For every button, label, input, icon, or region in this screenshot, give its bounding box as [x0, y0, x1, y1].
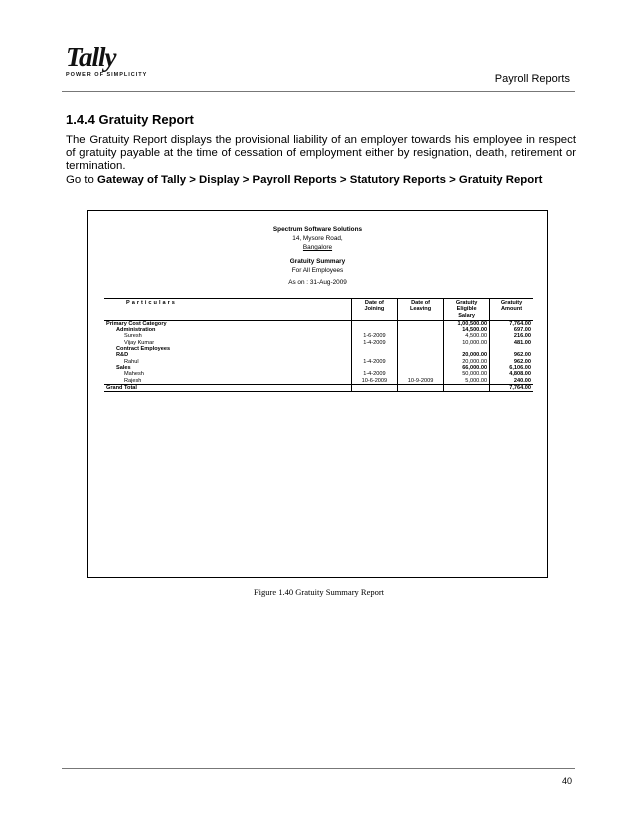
tally-logo: Tally [66, 42, 116, 72]
table-row: Contract Employees [104, 346, 533, 352]
header-divider [62, 91, 575, 92]
column-date-leaving: Date of Leaving [397, 299, 443, 321]
table-row: Suresh 1-6-2009 4,500.00 216.00 [124, 333, 531, 340]
table-row: Administration 14,500.00 697.00 [116, 327, 531, 334]
table-row: Rahul 1-4-2009 20,000.00 962.00 [124, 358, 531, 365]
navigation-instruction [66, 174, 586, 186]
column-particulars: Particulars [104, 299, 351, 321]
column-gratuity-amount: Gratuity Amount [490, 299, 533, 321]
section-paragraph: The Gratuity Report displays the provisional liability of an employer towards his employee in respect of gratuity payable at the time of cessation of employment either by resignation, death, retirement or termination. [66, 134, 576, 172]
column-eligible-salary: Gratuity Eligible Salary [444, 299, 490, 321]
column-date-joining: Date of Joining [351, 299, 397, 321]
report-subtitle: For All Employees [291, 267, 344, 274]
gratuity-summary-table [104, 298, 533, 392]
company-name: Spectrum Software Solutions [272, 226, 363, 233]
report-as-on-date: As on : 31-Aug-2009 [288, 279, 347, 286]
goto-path: Gateway of Tally > Display > Payroll Reports > Statutory Reports > Gratuity Report [97, 174, 543, 186]
page-number: 40 [561, 776, 572, 786]
company-address-line2: Bangalore [302, 244, 333, 251]
figure-caption: Figure 1.40 Gratuity Summary Report [253, 587, 385, 597]
table-row: Sales 66,000.00 6,106.00 [116, 364, 531, 371]
section-heading: 1.4.4 Gratuity Report [66, 112, 194, 127]
header-section-title: Payroll Reports [494, 73, 570, 85]
table-row: Rajesh 10-6-2009 10-9-2009 5,000.00 240.00 [124, 377, 531, 384]
report-figure [87, 210, 548, 578]
table-header-row [104, 299, 533, 321]
report-title: Gratuity Summary [289, 258, 346, 265]
grand-total-row: Grand Total 7,764.00 [106, 384, 531, 391]
table-row: Vijay Kumar 1-4-2009 10,000.00 481.00 [124, 339, 531, 346]
table-row: R&D 20,000.00 962.00 [116, 352, 531, 359]
table-row: Mahesh 1-4-2009 50,000.00 4,808.00 [124, 371, 531, 378]
logo-tagline: POWER OF SIMPLICITY [66, 72, 148, 78]
table-row: Primary Cost Category 1,00,500.00 7,764.00 [106, 320, 531, 327]
company-address-line1: 14, Mysore Road, [292, 235, 343, 242]
footer-divider [62, 768, 575, 769]
goto-prefix: Go to [66, 174, 98, 186]
